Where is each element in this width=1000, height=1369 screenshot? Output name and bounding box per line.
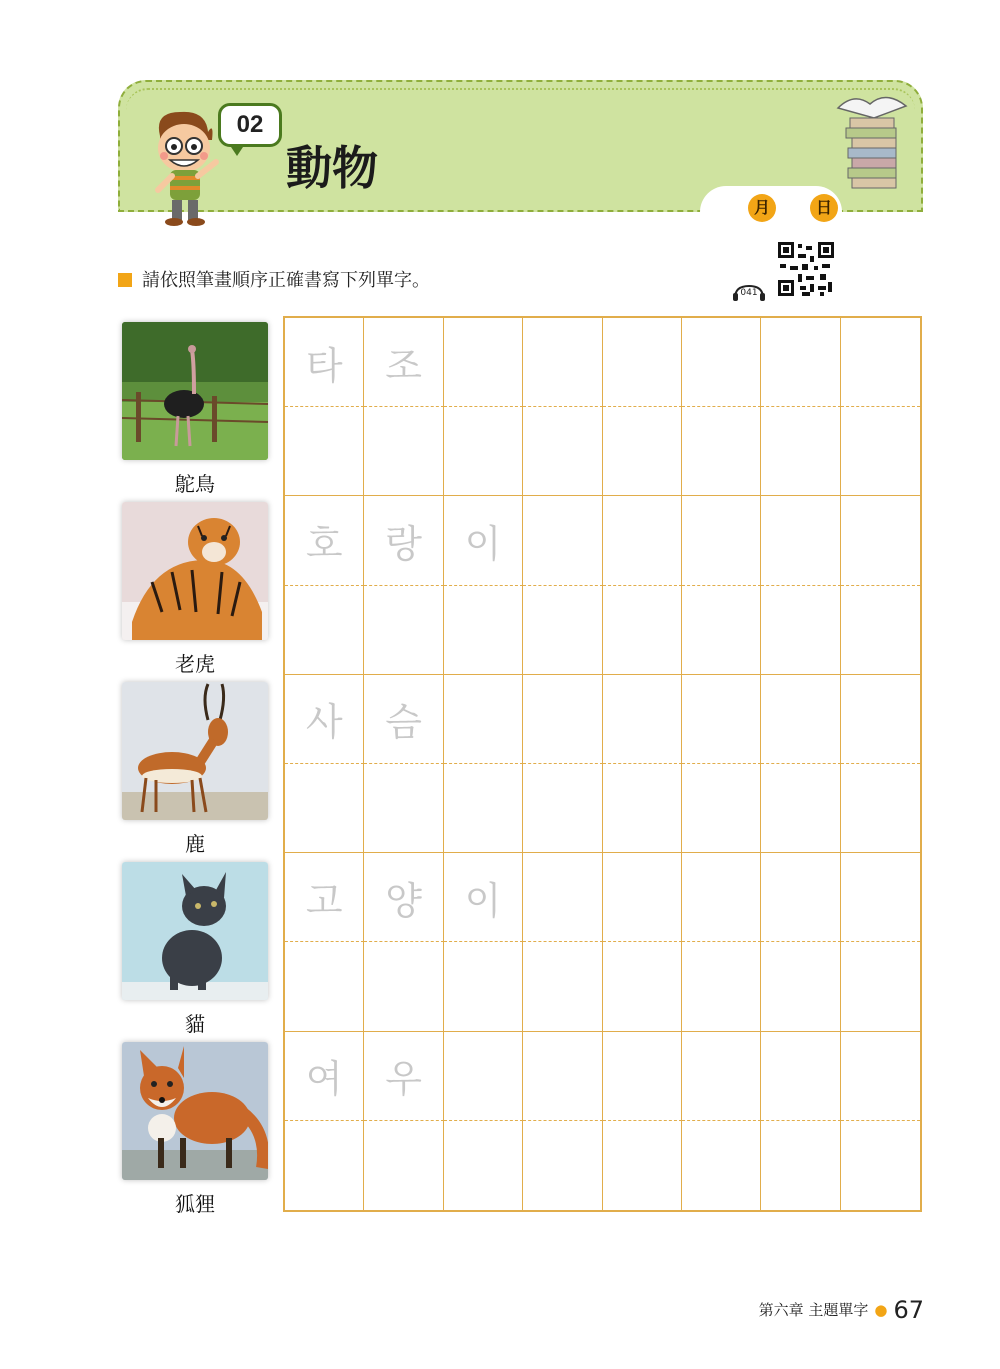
writing-cell[interactable] xyxy=(761,764,840,853)
day-label: 日 xyxy=(810,194,838,222)
writing-cell[interactable] xyxy=(523,318,602,407)
writing-cell[interactable] xyxy=(285,407,364,496)
bullet-square-icon xyxy=(118,273,132,287)
trace-character-cell[interactable]: 타 xyxy=(285,318,364,407)
writing-cell[interactable] xyxy=(444,407,523,496)
writing-cell[interactable] xyxy=(682,764,761,853)
trace-character-cell[interactable]: 양 xyxy=(364,853,443,942)
writing-cell[interactable] xyxy=(841,496,920,585)
trace-character-cell[interactable]: 랑 xyxy=(364,496,443,585)
chapter-label: 第六章 主題單字 xyxy=(758,1301,869,1319)
writing-cell[interactable] xyxy=(603,496,682,585)
ostrich-photo xyxy=(122,322,268,460)
instruction-text: 請依照筆畫順序正確書寫下列單字。 xyxy=(142,270,430,291)
writing-cell[interactable] xyxy=(444,1032,523,1121)
writing-cell[interactable] xyxy=(523,496,602,585)
writing-cell[interactable] xyxy=(841,318,920,407)
writing-cell[interactable] xyxy=(523,942,602,1031)
writing-cell[interactable] xyxy=(603,407,682,496)
writing-cell[interactable] xyxy=(285,942,364,1031)
writing-cell[interactable] xyxy=(444,586,523,675)
writing-cell[interactable] xyxy=(523,1032,602,1121)
writing-cell[interactable] xyxy=(285,764,364,853)
writing-cell[interactable] xyxy=(603,318,682,407)
trace-character-cell[interactable]: 이 xyxy=(444,853,523,942)
trace-character-cell[interactable]: 호 xyxy=(285,496,364,585)
animal-card-cat xyxy=(122,862,268,1040)
boy-mascot-icon xyxy=(140,106,228,228)
writing-cell[interactable] xyxy=(285,1121,364,1210)
cat-photo xyxy=(122,862,268,1000)
writing-cell[interactable] xyxy=(603,1121,682,1210)
month-label: 月 xyxy=(748,194,776,222)
animal-card-fox xyxy=(122,1042,268,1220)
writing-cell[interactable] xyxy=(682,675,761,764)
writing-cell[interactable] xyxy=(841,586,920,675)
writing-cell[interactable] xyxy=(761,1121,840,1210)
writing-cell[interactable] xyxy=(682,318,761,407)
page-title: 動物 xyxy=(286,141,378,195)
writing-cell[interactable] xyxy=(682,1032,761,1121)
writing-cell[interactable] xyxy=(364,407,443,496)
writing-cell[interactable] xyxy=(761,586,840,675)
instruction xyxy=(118,266,430,292)
page-number: 67 xyxy=(893,1296,924,1324)
writing-cell[interactable] xyxy=(523,586,602,675)
writing-cell[interactable] xyxy=(523,407,602,496)
writing-cell[interactable] xyxy=(603,764,682,853)
qr-code-icon[interactable] xyxy=(776,240,836,298)
animal-card-ostrich xyxy=(122,322,268,500)
writing-cell[interactable] xyxy=(761,407,840,496)
writing-cell[interactable] xyxy=(364,764,443,853)
book-stack-icon xyxy=(834,88,914,198)
writing-cell[interactable] xyxy=(761,496,840,585)
writing-cell[interactable] xyxy=(444,1121,523,1210)
writing-cell[interactable] xyxy=(603,942,682,1031)
fox-photo xyxy=(122,1042,268,1180)
trace-character-cell[interactable]: 고 xyxy=(285,853,364,942)
writing-cell[interactable] xyxy=(841,675,920,764)
animal-label: 貓 xyxy=(185,1012,205,1036)
bullet-dot-icon: ● xyxy=(874,1301,888,1319)
animal-label: 老虎 xyxy=(175,652,215,676)
writing-cell[interactable] xyxy=(603,675,682,764)
audio-track[interactable] xyxy=(732,284,766,302)
trace-character-cell[interactable]: 여 xyxy=(285,1032,364,1121)
writing-cell[interactable] xyxy=(444,675,523,764)
writing-cell[interactable] xyxy=(444,764,523,853)
writing-cell[interactable] xyxy=(841,1121,920,1210)
writing-cell[interactable] xyxy=(523,853,602,942)
writing-practice-grid xyxy=(283,316,922,1212)
lesson-number-badge: 02 xyxy=(218,103,282,147)
writing-cell[interactable] xyxy=(682,1121,761,1210)
writing-cell[interactable] xyxy=(761,1032,840,1121)
trace-character-cell[interactable]: 사 xyxy=(285,675,364,764)
writing-cell[interactable] xyxy=(761,318,840,407)
writing-cell[interactable] xyxy=(761,853,840,942)
deer-photo xyxy=(122,682,268,820)
animal-label: 鴕鳥 xyxy=(175,472,215,496)
writing-cell[interactable] xyxy=(761,942,840,1031)
writing-cell[interactable] xyxy=(682,942,761,1031)
animal-label: 鹿 xyxy=(185,832,205,856)
tiger-photo xyxy=(122,502,268,640)
writing-cell[interactable] xyxy=(364,942,443,1031)
trace-character-cell[interactable]: 이 xyxy=(444,496,523,585)
writing-cell[interactable] xyxy=(682,586,761,675)
audio-track-number: 041 xyxy=(740,288,758,298)
animal-card-deer xyxy=(122,682,268,860)
writing-cell[interactable] xyxy=(761,675,840,764)
writing-cell[interactable] xyxy=(682,496,761,585)
writing-cell[interactable] xyxy=(841,853,920,942)
writing-cell[interactable] xyxy=(841,407,920,496)
writing-cell[interactable] xyxy=(444,942,523,1031)
writing-cell[interactable] xyxy=(603,853,682,942)
writing-cell[interactable] xyxy=(285,586,364,675)
writing-cell[interactable] xyxy=(841,1032,920,1121)
trace-character-cell[interactable]: 조 xyxy=(364,318,443,407)
page-footer xyxy=(759,1296,924,1324)
animal-label: 狐狸 xyxy=(175,1192,215,1216)
writing-cell[interactable] xyxy=(603,1032,682,1121)
writing-cell[interactable] xyxy=(682,853,761,942)
writing-cell[interactable] xyxy=(364,586,443,675)
writing-cell[interactable] xyxy=(841,942,920,1031)
writing-cell[interactable] xyxy=(841,764,920,853)
writing-cell[interactable] xyxy=(523,1121,602,1210)
writing-cell[interactable] xyxy=(682,407,761,496)
trace-character-cell[interactable]: 우 xyxy=(364,1032,443,1121)
animal-card-tiger xyxy=(122,502,268,680)
writing-cell[interactable] xyxy=(444,318,523,407)
writing-cell[interactable] xyxy=(364,1121,443,1210)
trace-character-cell[interactable]: 슴 xyxy=(364,675,443,764)
writing-cell[interactable] xyxy=(523,675,602,764)
writing-cell[interactable] xyxy=(523,764,602,853)
writing-cell[interactable] xyxy=(603,586,682,675)
